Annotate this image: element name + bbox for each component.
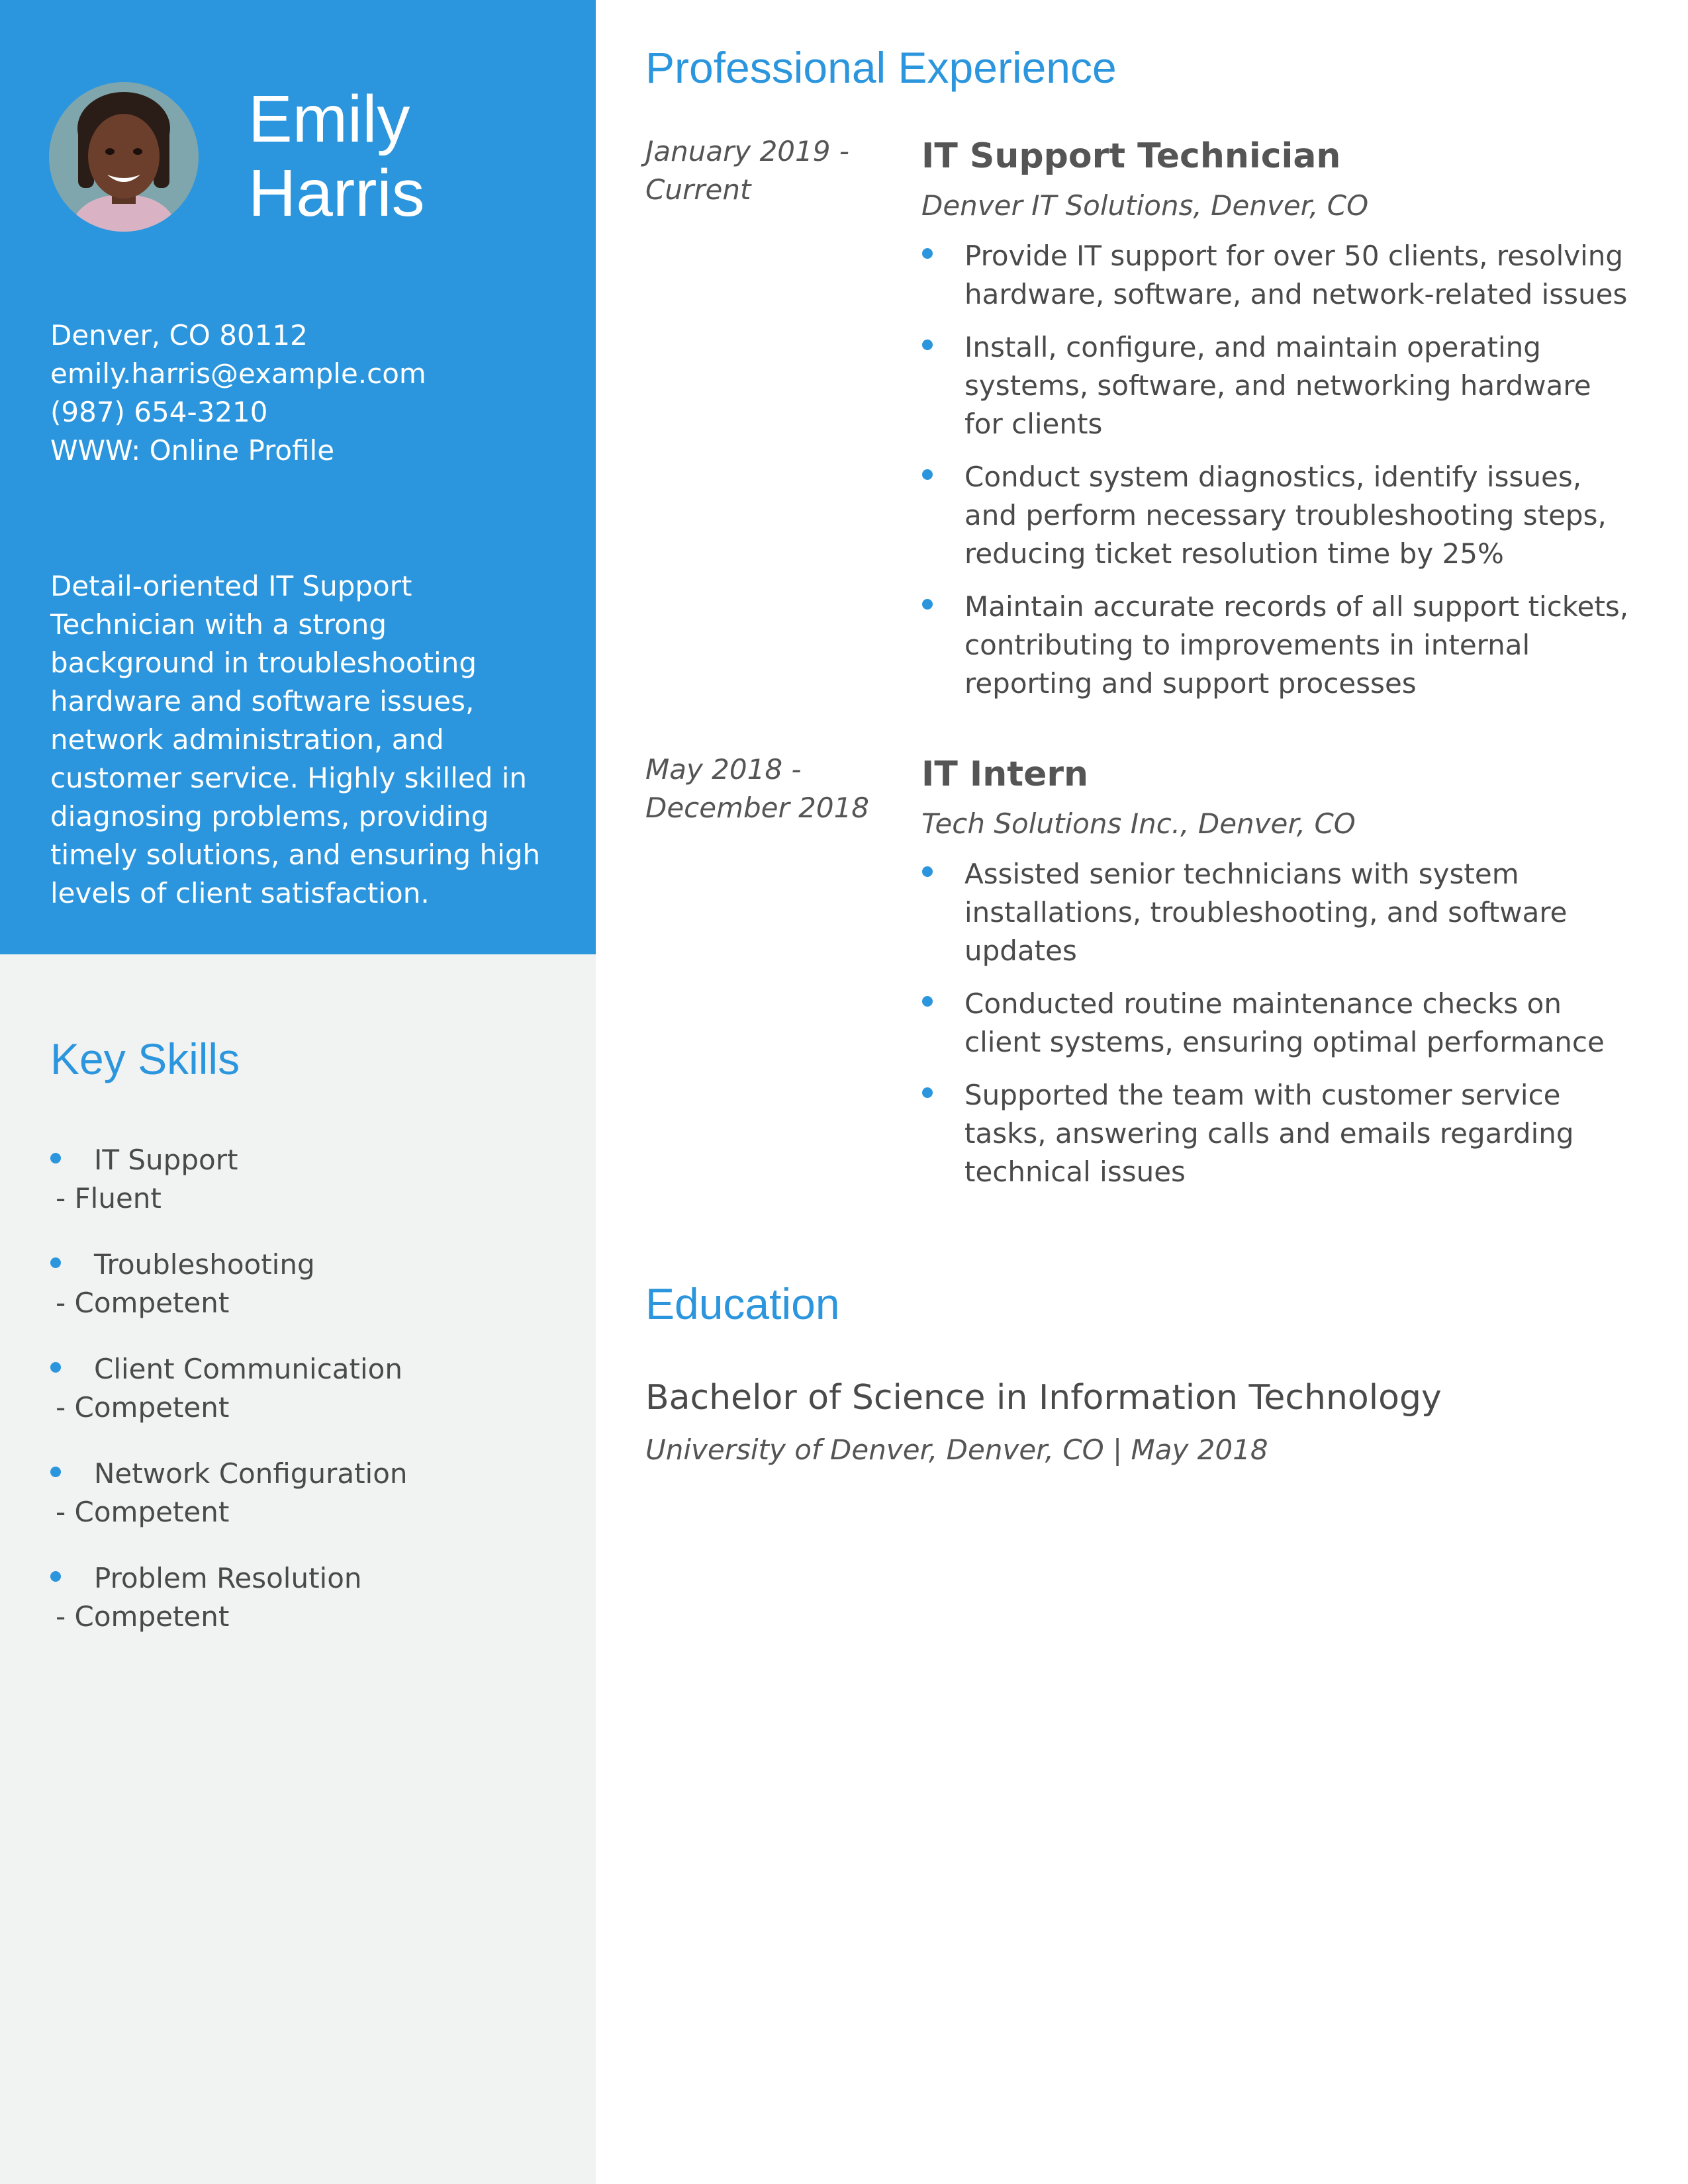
skill-name: IT Support bbox=[94, 1144, 238, 1176]
contact-location: Denver, CO 80112 bbox=[50, 319, 308, 351]
education-degree: Bachelor of Science in Information Technology bbox=[645, 1378, 1442, 1418]
skill-name: Problem Resolution bbox=[94, 1562, 362, 1594]
education-heading: Education bbox=[645, 1279, 840, 1328]
skill-level: - Competent bbox=[56, 1287, 230, 1319]
job-body bbox=[921, 751, 1636, 1206]
skill-name: Troubleshooting bbox=[94, 1248, 315, 1281]
job-bullet-text: Provide IT support for over 50 clients, resolving hardware, software, and network-related issues bbox=[964, 240, 1628, 310]
job-title: IT Intern bbox=[921, 754, 1089, 794]
contact-block bbox=[50, 316, 567, 470]
job-title: IT Support Technician bbox=[921, 136, 1341, 176]
skill-item bbox=[50, 1141, 567, 1246]
professional-summary: Detail-oriented IT Support Technician with a strong background in troubleshooting hardware and software issues, network administration, and customer service. Highly skilled in diagnosing problems, providing timely solutions, and ensuring high levels of client satisfaction. bbox=[50, 570, 541, 909]
contact-email[interactable]: emily.harris@example.com bbox=[50, 357, 426, 390]
skills-heading: Key Skills bbox=[50, 1034, 240, 1083]
job-bullet-item bbox=[921, 588, 1636, 703]
job-bullet-item bbox=[921, 237, 1636, 314]
skill-name: Network Configuration bbox=[94, 1457, 408, 1490]
skill-level: - Competent bbox=[56, 1496, 230, 1528]
experience-heading: Professional Experience bbox=[645, 43, 1117, 92]
job-company: Denver IT Solutions, Denver, CO bbox=[921, 189, 1369, 222]
skills-list bbox=[50, 1141, 567, 1664]
job-bullets bbox=[921, 855, 1636, 1191]
bullet-dot-icon bbox=[922, 599, 933, 610]
job-bullet-text: Conducted routine maintenance checks on client systems, ensuring optimal performance bbox=[964, 987, 1605, 1058]
job-bullet-text: Install, configure, and maintain operating systems, software, and networking hardware for clients bbox=[964, 331, 1591, 440]
job-bullet-item bbox=[921, 985, 1636, 1062]
bullet-dot-icon bbox=[922, 340, 933, 350]
job-bullet-text: Maintain accurate records of all support tickets, contributing to improvements in internal reporting and support processes bbox=[964, 590, 1629, 700]
skill-level: - Competent bbox=[56, 1600, 230, 1633]
job-bullet-item bbox=[921, 458, 1636, 573]
bullet-dot-icon bbox=[50, 1467, 61, 1477]
skill-item bbox=[50, 1455, 567, 1559]
candidate-name bbox=[248, 82, 579, 230]
bullet-dot-icon bbox=[922, 996, 933, 1007]
job-bullet-item bbox=[921, 855, 1636, 970]
skill-item bbox=[50, 1559, 567, 1664]
avatar bbox=[49, 82, 199, 232]
job-bullets bbox=[921, 237, 1636, 703]
last-name: Harris bbox=[248, 156, 425, 230]
contact-website[interactable]: WWW: Online Profile bbox=[50, 434, 335, 467]
portrait-photo-icon bbox=[49, 82, 199, 232]
job-bullet-item bbox=[921, 1076, 1636, 1191]
bullet-dot-icon bbox=[50, 1153, 61, 1163]
job-body bbox=[921, 132, 1636, 717]
skill-item bbox=[50, 1350, 567, 1455]
bullet-dot-icon bbox=[922, 469, 933, 480]
job-bullet-item bbox=[921, 328, 1636, 443]
job-bullet-text: Conduct system diagnostics, identify issues, and perform necessary troubleshooting steps, reducing ticket resolution time by 25% bbox=[964, 461, 1607, 570]
job-bullet-text: Assisted senior technicians with system installations, troubleshooting, and software updates bbox=[964, 858, 1568, 967]
skill-name: Client Communication bbox=[94, 1353, 402, 1385]
bullet-dot-icon bbox=[50, 1257, 61, 1268]
job-bullet-text: Supported the team with customer service tasks, answering calls and emails regarding technical issues bbox=[964, 1079, 1574, 1188]
contact-phone: (987) 654-3210 bbox=[50, 396, 268, 428]
education-school: University of Denver, Denver, CO | May 2018 bbox=[645, 1433, 1268, 1466]
skill-level: - Fluent bbox=[56, 1182, 162, 1214]
job-company: Tech Solutions Inc., Denver, CO bbox=[921, 807, 1356, 840]
skill-item bbox=[50, 1246, 567, 1350]
bullet-dot-icon bbox=[922, 248, 933, 259]
bullet-dot-icon bbox=[922, 866, 933, 877]
bullet-dot-icon bbox=[50, 1362, 61, 1373]
skill-level: - Competent bbox=[56, 1391, 230, 1424]
bullet-dot-icon bbox=[50, 1571, 61, 1582]
bullet-dot-icon bbox=[922, 1087, 933, 1098]
job-dates: January 2019 - Current bbox=[645, 135, 849, 206]
job-dates: May 2018 - December 2018 bbox=[645, 753, 870, 824]
first-name: Emily bbox=[248, 82, 410, 156]
